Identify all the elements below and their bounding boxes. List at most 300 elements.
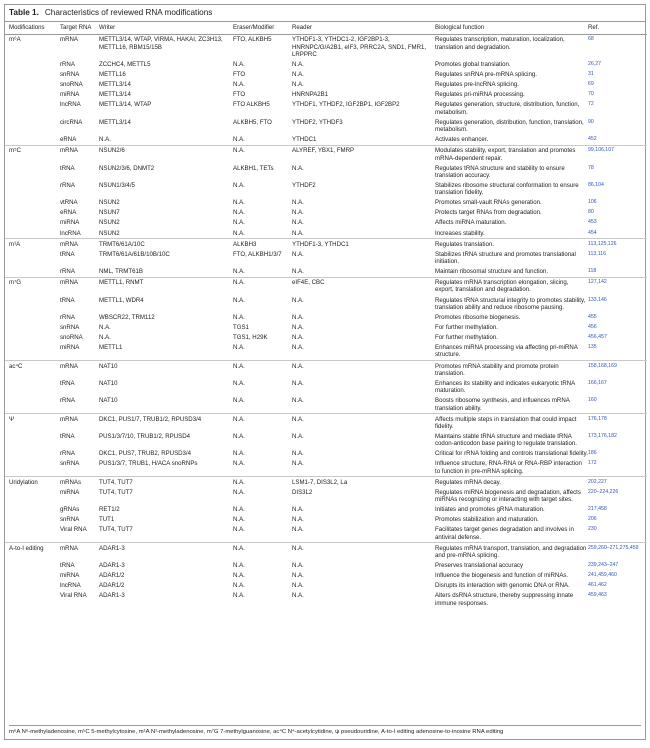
cell-ref: 459,463 (588, 592, 607, 599)
cell-function: Activates enhancer. (435, 136, 489, 144)
cell-ref: 106 (588, 199, 597, 206)
cell-writer: METTL3/14 (99, 81, 131, 89)
table-row (5, 525, 647, 543)
cell-writer: TRMT6/61A/61B/10B/10C (99, 250, 170, 258)
cell-ref: 26,27 (588, 61, 601, 68)
cell-eraser: FTO, ALKBH5 (233, 36, 272, 44)
cell-function: For further methylation. (435, 324, 498, 331)
cell-modification (5, 515, 60, 525)
cell-writer: NAT10 (99, 397, 118, 405)
cell-reader: N.A. (292, 334, 304, 342)
cell-ref: 31 (588, 71, 594, 78)
cell-target-rna: mRNA (60, 36, 78, 44)
cell-modification (5, 60, 60, 70)
cell-modification (5, 525, 60, 543)
cell-target-rna: lncRNA (60, 582, 81, 590)
cell-ref: 259,260–271,275,459 (588, 543, 647, 561)
cell-target-rna: mRNA (60, 361, 99, 379)
cell-reader: N.A. (292, 296, 304, 304)
cell-function: Enhances its stability and indicates eukaryotic tRNA maturation. (435, 379, 575, 395)
cell-writer: METTL1 (99, 344, 123, 352)
table-row (5, 277, 647, 295)
cell-eraser: N.A. (233, 433, 245, 441)
cell-function: Promotes stabilization and maturation. (435, 516, 539, 524)
cell-function: Affects miRNA maturation. (435, 219, 507, 227)
cell-ref: 166,167 (588, 379, 607, 386)
cell-reader: N.A. (292, 433, 304, 441)
cell-target-rna: miRNA (60, 344, 80, 352)
cell-target-rna: rRNA (60, 313, 75, 321)
cell-writer: N.A. (99, 324, 111, 331)
cell-target-rna: mRNA (60, 414, 99, 432)
cell-eraser: FTO (233, 71, 246, 79)
table-row (5, 90, 647, 100)
cell-ref: 186 (588, 450, 597, 457)
cell-target-rna: mRNA (60, 543, 99, 561)
cell-target-rna: tRNA (60, 379, 75, 387)
cell-target-rna: snoRNA (60, 334, 83, 342)
cell-writer: NAT10 (99, 361, 233, 379)
cell-modification: Ψ (5, 414, 60, 432)
cell-target-rna: miRNA (60, 91, 80, 99)
cell-ref: 453 (588, 219, 597, 226)
cell-function: Promotes small-vault RNAs generation. (435, 199, 542, 207)
cell-writer: NML, TRMT61B (99, 268, 143, 276)
table-row (5, 414, 647, 432)
cell-eraser: N.A. (233, 296, 245, 304)
cell-function: Modulates stability, export, translation and promotes mRNA-dependent repair. (435, 145, 588, 163)
cell-eraser: N.A. (233, 414, 292, 432)
cell-modification (5, 90, 60, 100)
cell-modification: m⁶A (9, 36, 21, 44)
cell-target-rna: mRNAs (60, 477, 99, 488)
cell-modification (5, 267, 60, 278)
cell-ref: 69 (588, 81, 594, 88)
cell-eraser: N.A. (233, 379, 245, 387)
cell-function: Stabilizes tRNA structure and promotes translational initiation. (435, 250, 576, 266)
cell-modification (5, 561, 60, 571)
cell-writer: NSUN7 (99, 209, 120, 217)
table-row (5, 488, 647, 505)
cell-eraser: N.A. (233, 81, 245, 89)
table-row (5, 181, 647, 198)
cell-writer: NAT10 (99, 379, 118, 387)
cell-eraser: N.A. (233, 477, 292, 488)
cell-ref: 456,457 (588, 334, 607, 341)
cell-ref: 113,116 (588, 250, 606, 257)
cell-reader: N.A. (292, 572, 304, 580)
cell-reader: HNRNPA2B1 (292, 91, 329, 99)
cell-reader: N.A. (292, 219, 304, 227)
cell-eraser: N.A. (233, 460, 245, 468)
cell-modification (5, 449, 60, 459)
cell-writer: NSUN2/3/6, DNMT2 (99, 164, 155, 172)
cell-writer: TRMT6/61A/10C (99, 239, 233, 250)
header-target-rna: Target RNA (60, 22, 99, 35)
cell-writer: METTL3/14 (99, 91, 131, 99)
cell-ref: 160 (588, 397, 597, 404)
cell-modification (5, 181, 60, 198)
cell-ref: 455 (588, 313, 597, 320)
header-reader: Reader (292, 22, 435, 35)
cell-reader: N.A. (292, 506, 304, 514)
cell-reader: N.A. (292, 164, 304, 172)
cell-modification (5, 333, 60, 343)
table-row (5, 163, 647, 180)
cell-reader: N.A. (292, 460, 304, 468)
cell-function: Increases stability. (435, 229, 485, 237)
cell-writer: NSUN2/6 (99, 145, 233, 163)
header-eraser-modifier: Eraser/Modifier (233, 22, 292, 35)
cell-modification: ac⁴C (5, 361, 60, 379)
cell-writer: DKC1, PUS1/7, TRUB1/2, RPUSD3/4 (99, 414, 233, 432)
cell-ref: 99,106,107 (588, 145, 647, 163)
cell-modification (5, 313, 60, 323)
cell-eraser: FTO, ALKBH1/3/7 (233, 250, 282, 258)
cell-eraser: TGS1 (233, 324, 249, 331)
cell-ref: 202,227 (588, 477, 647, 488)
table-row (5, 295, 647, 312)
cell-function: Regulates mRNA transport, translation, and degradation and pre-mRNA splicing. (435, 544, 587, 560)
cell-ref: 220–224,226 (588, 488, 619, 495)
cell-ref: 454 (588, 229, 597, 236)
cell-writer: RET1/2 (99, 506, 120, 514)
cell-ref: 239,243–247 (588, 562, 619, 569)
cell-modification (5, 70, 60, 80)
cell-eraser: ALKBH3 (233, 239, 292, 250)
cell-function: Maintains stable tRNA structure and mediate tRNA codon-anticodon base pairing to regulate translation. (435, 433, 577, 448)
cell-eraser: N.A. (233, 181, 245, 189)
cell-function: Initiates and promotes gRNA maturation. (435, 506, 545, 514)
cell-writer: TUT1 (99, 516, 115, 524)
table-row (5, 581, 647, 591)
cell-reader: DIS3L2 (292, 488, 313, 496)
table-row (5, 477, 647, 488)
cell-target-rna: Viral RNA (60, 526, 87, 534)
table-row (5, 198, 647, 208)
cell-ref: 452 (588, 136, 597, 143)
cell-modification (5, 100, 60, 117)
cell-target-rna: rRNA (60, 397, 75, 405)
table-title: Characteristics of reviewed RNA modifications (44, 8, 213, 17)
cell-ref: 173,176,182 (588, 433, 617, 440)
cell-target-rna: snRNA (60, 71, 80, 79)
cell-eraser: ALKBH5, FTO (233, 118, 272, 126)
cell-writer: DKC1, PUS7, TRUB2, RPUSD3/4 (99, 450, 192, 458)
cell-ref: 176,178 (588, 414, 647, 432)
cell-modification (5, 249, 60, 266)
cell-function: Disrupts its interaction with genomic DNA or RNA. (435, 582, 570, 590)
cell-reader: N.A. (292, 268, 304, 276)
table-row (5, 543, 647, 561)
cell-reader: N.A. (292, 450, 304, 458)
cell-writer: NSUN2 (99, 199, 120, 207)
cell-function: Maintain ribosomal structure and function. (435, 268, 549, 276)
cell-modification (5, 581, 60, 591)
cell-writer: NSUN2 (99, 229, 120, 237)
table-row (5, 80, 647, 90)
cell-target-rna: snoRNA (60, 81, 83, 89)
cell-writer: TUT4, TUT7 (99, 477, 233, 488)
cell-function: Critical for rRNA folding and controls translational fidelity. (435, 450, 588, 458)
cell-function: Stabilizes ribosome structural conformation to ensure translation fidelity. (435, 181, 579, 197)
cell-eraser: TGS1, H29K (233, 334, 268, 342)
cell-eraser: N.A. (233, 219, 245, 227)
table-row (5, 218, 647, 228)
cell-ref: 461,462 (588, 582, 607, 589)
cell-modification (5, 396, 60, 414)
table-row (5, 432, 647, 449)
cell-eraser: N.A. (233, 562, 245, 570)
cell-ref: 86,104 (588, 181, 604, 188)
cell-ref: 118 (588, 268, 597, 275)
table-row (5, 505, 647, 515)
table-row (5, 323, 647, 333)
table-row (5, 70, 647, 80)
cell-target-rna: miRNA (60, 219, 80, 227)
cell-reader: N.A. (292, 209, 304, 217)
cell-eraser: N.A. (233, 344, 245, 352)
header-writer: Writer (99, 22, 233, 35)
cell-function: Regulates generation, structure, distribution, function, metabolism. (435, 101, 580, 116)
cell-target-rna: eRNA (60, 136, 77, 144)
cell-reader: N.A. (292, 526, 304, 534)
cell-writer: ADAR1/2 (99, 572, 125, 580)
cell-reader: N.A. (292, 250, 304, 258)
cell-reader: YTHDF2 (292, 181, 316, 189)
cell-target-rna: snRNA (60, 516, 80, 524)
table-row (5, 228, 647, 239)
cell-target-rna: miRNA (60, 488, 80, 496)
cell-writer: METTL3/14, WTAP (99, 101, 152, 109)
cell-function: Protects target RNAs from degradation. (435, 209, 542, 217)
cell-writer: PUS1/3/7, TRUB1, H/ACA snoRNPs (99, 460, 198, 468)
table-row (5, 343, 647, 361)
cell-target-rna: mRNA (60, 145, 99, 163)
cell-function: Regulates pri-miRNA processing. (435, 91, 525, 99)
cell-eraser: N.A. (233, 229, 245, 237)
cell-eraser: FTO ALKBH5 (233, 101, 270, 109)
table-row (5, 333, 647, 343)
cell-function: Preserves translational accuracy (435, 562, 524, 570)
cell-writer: PUS1/3/7/10, TRUB1/2, RPUSD4 (99, 433, 190, 441)
cell-eraser: N.A. (233, 526, 245, 534)
table-row (5, 60, 647, 70)
table-row (5, 561, 647, 571)
cell-reader: eIF4E, CBC (292, 277, 435, 295)
cell-target-rna: circRNA (60, 118, 83, 126)
cell-ref: 230 (588, 526, 597, 533)
cell-target-rna: snRNA (60, 324, 80, 331)
cell-ref: 68 (588, 36, 594, 43)
cell-reader: N.A. (292, 313, 304, 321)
cell-eraser: N.A. (233, 450, 245, 458)
cell-target-rna: mRNA (60, 239, 99, 250)
cell-modification (5, 323, 60, 333)
cell-reader: N.A. (292, 543, 435, 561)
cell-target-rna: rRNA (60, 61, 75, 69)
table-caption (5, 5, 645, 22)
cell-ref: 133,146 (588, 296, 607, 303)
cell-target-rna: rRNA (60, 181, 75, 189)
cell-modification (5, 295, 60, 312)
cell-reader: N.A. (292, 199, 304, 207)
cell-function: Regulates pre-lncRNA splicing. (435, 81, 519, 89)
cell-modification: Uridylation (5, 477, 60, 488)
cell-reader: YTHDF1-3, YTHDC1 (292, 239, 435, 250)
cell-target-rna: vtRNA (60, 199, 78, 207)
cell-writer: ZCCHC4, METTL5 (99, 61, 151, 69)
table-row (5, 239, 647, 250)
cell-reader: YTHDC1 (292, 136, 317, 144)
cell-writer: ADAR1/2 (99, 582, 125, 590)
cell-eraser: N.A. (233, 136, 245, 144)
cell-function: Regulates generation, distribution, function, translation, metabolism. (435, 118, 584, 134)
cell-target-rna: tRNA (60, 250, 75, 258)
cell-modification (5, 135, 60, 146)
cell-function: Enhances miRNA processing via affecting pri-miRNA structure. (435, 344, 578, 359)
cell-modification: m⁷G (5, 277, 60, 295)
cell-modification (5, 505, 60, 515)
table-footnote: m⁶A N⁶-methyladenosine, m⁵C 5-methylcytosine, m¹A N¹-methyladenosine, m⁷G 7-methylguanosine, ac⁴C N⁴-acetylcytidine, ψ pseudouridine, A-to-I editing adenosine-to-inosine RNA editing (9, 725, 641, 736)
cell-reader: N.A. (292, 582, 304, 590)
cell-reader: N.A. (292, 379, 304, 387)
cell-reader: YTHDF1-3, YTHDC1-2, IGF2BP1-3, HNRNPC/G/A2B1, eIF3, PRRC2A, SND1, FMR1, LRPPRC (292, 36, 427, 58)
cell-eraser: N.A. (233, 361, 292, 379)
cell-reader: N.A. (292, 229, 304, 237)
table-row (5, 515, 647, 525)
cell-ref: 78 (588, 164, 594, 171)
table-label: Table 1. (9, 8, 39, 17)
cell-ref: 70 (588, 91, 594, 98)
cell-ref: 456 (588, 324, 597, 330)
cell-target-rna: tRNA (60, 296, 75, 304)
cell-target-rna: miRNA (60, 572, 80, 580)
cell-eraser: N.A. (233, 268, 245, 276)
cell-eraser: N.A. (233, 61, 245, 69)
cell-writer: METTL1, WDR4 (99, 296, 144, 304)
cell-eraser: N.A. (233, 145, 292, 163)
cell-target-rna: eRNA (60, 209, 77, 217)
cell-reader: N.A. (292, 344, 304, 352)
cell-reader: LSM1-7, DIS3L2, La (292, 477, 435, 488)
cell-ref: 206 (588, 516, 597, 523)
cell-eraser: N.A. (233, 516, 245, 524)
cell-eraser: N.A. (233, 488, 245, 496)
cell-eraser: FTO (233, 91, 246, 99)
cell-ref: 217,458 (588, 506, 607, 513)
cell-modification (5, 218, 60, 228)
cell-function: Promotes global translation. (435, 61, 511, 69)
table-row (5, 145, 647, 163)
cell-ref: 90 (588, 118, 594, 125)
cell-writer: NSUN1/3/4/5 (99, 181, 135, 189)
cell-function: Alters dsRNA structure, thereby suppressing innate immune responses. (435, 592, 574, 607)
cell-reader: ALYREF, YBX1, FMRP (292, 145, 435, 163)
cell-modification (5, 198, 60, 208)
cell-function: Regulates snRNA pre-mRNA splicing. (435, 71, 537, 79)
cell-ref: 80 (588, 209, 594, 216)
cell-modification (5, 488, 60, 505)
table-row (5, 571, 647, 581)
table-row (5, 379, 647, 396)
table-row (5, 117, 647, 134)
cell-modification (5, 591, 60, 608)
cell-writer: ADAR1-3 (99, 592, 125, 600)
cell-eraser: N.A. (233, 506, 245, 514)
cell-modification (5, 163, 60, 180)
cell-reader: N.A. (292, 516, 304, 524)
header-biological-function: Biological function (435, 22, 588, 35)
cell-eraser: N.A. (233, 543, 292, 561)
cell-modification (5, 379, 60, 396)
cell-ref: 127,142 (588, 277, 647, 295)
cell-target-rna: gRNAs (60, 506, 80, 514)
cell-ref: 158,168,169 (588, 361, 647, 379)
header-row (5, 22, 647, 35)
cell-writer: N.A. (99, 334, 111, 342)
cell-writer: METTL16 (99, 71, 126, 79)
table-row (5, 313, 647, 323)
cell-writer: NSUN2 (99, 219, 120, 227)
cell-writer: ADAR1-3 (99, 562, 125, 570)
cell-target-rna: snRNA (60, 460, 80, 468)
cell-reader: N.A. (292, 361, 435, 379)
cell-function: Regulates mRNA decay. (435, 477, 588, 488)
cell-reader: N.A. (292, 81, 304, 89)
cell-reader: N.A. (292, 324, 304, 331)
cell-reader: N.A. (292, 71, 304, 79)
header-ref: Ref. (588, 22, 647, 35)
cell-target-rna: rRNA (60, 268, 75, 276)
cell-writer: TUT4, TUT7 (99, 526, 133, 534)
cell-reader: N.A. (292, 414, 435, 432)
cell-target-rna: tRNA (60, 164, 75, 172)
cell-modification: A-to-I editing (5, 543, 60, 561)
cell-writer: METTL3/14, WTAP, VIRMA, HAKAI, ZC3H13, METTL16, RBM15/15B (99, 36, 223, 51)
table-row (5, 396, 647, 414)
cell-ref: 113,125,126 (588, 239, 647, 250)
cell-reader: N.A. (292, 397, 304, 405)
table-row (5, 267, 647, 278)
cell-function: Regulates translation. (435, 239, 588, 250)
cell-modification (5, 459, 60, 477)
cell-target-rna: lncRNA (60, 101, 81, 109)
cell-function: Facilitates target genes degradation and involves in antiviral defense. (435, 526, 574, 541)
table-row (5, 208, 647, 218)
cell-function: Affects multiple steps in translation that could impact fidelity. (435, 414, 588, 432)
cell-function: Regulates tRNA structure and stability to ensure translation accuracy. (435, 164, 565, 179)
cell-reader: N.A. (292, 61, 304, 69)
cell-modification: m⁵C (5, 145, 60, 163)
cell-target-rna: Viral RNA (60, 592, 87, 600)
table-row (5, 249, 647, 266)
modifications-table (5, 22, 647, 608)
cell-modification (5, 228, 60, 239)
cell-eraser: N.A. (233, 313, 245, 321)
cell-writer: TUT4, TUT7 (99, 488, 133, 496)
cell-modification (5, 571, 60, 581)
cell-writer: ADAR1-3 (99, 543, 233, 561)
table-row (5, 449, 647, 459)
cell-target-rna: tRNA (60, 562, 75, 570)
cell-function: Influence the biogenesis and function of miRNAs. (435, 572, 569, 580)
cell-reader: N.A. (292, 592, 304, 600)
cell-writer: METTL1, RNMT (99, 277, 233, 295)
cell-eraser: N.A. (233, 277, 292, 295)
cell-eraser: ALKBH1, TETs (233, 164, 274, 172)
table-row (5, 100, 647, 117)
